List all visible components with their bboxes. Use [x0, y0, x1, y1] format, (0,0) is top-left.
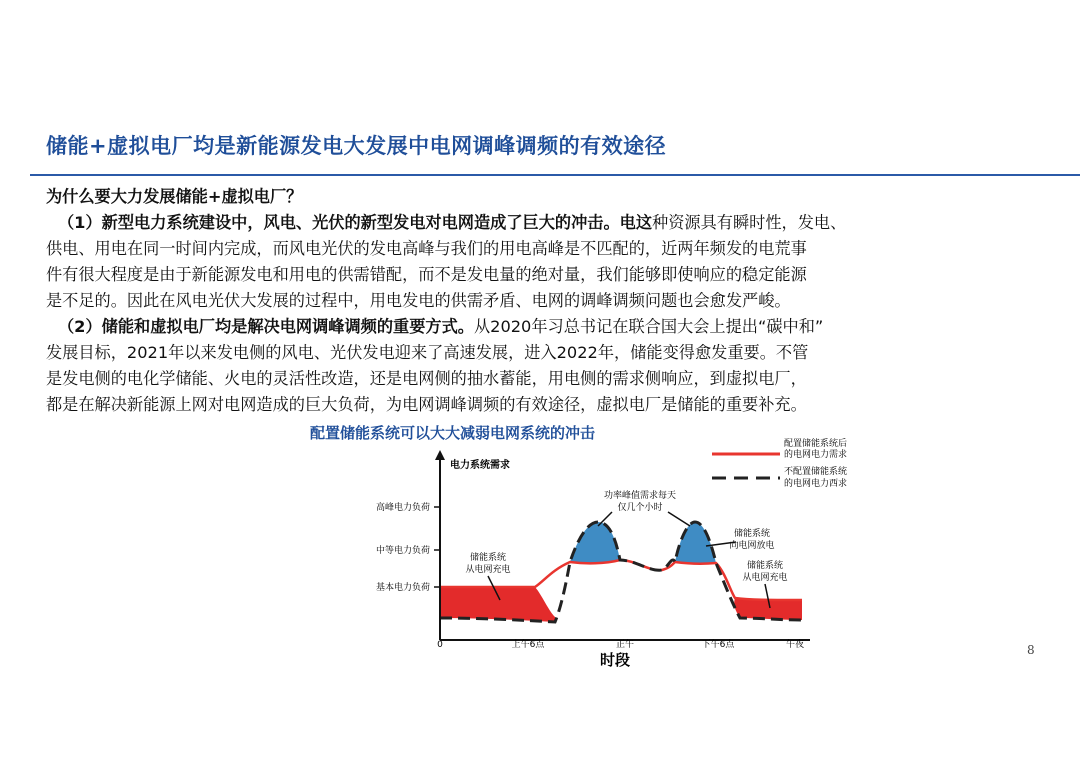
x-label-noon: 正午: [615, 640, 635, 650]
para1-line3: 件有很大程度是由于新能源发电和用电的供需错配，而不是发电量的绝对量，我们能够即使响应的稳定能源: [46, 265, 807, 284]
legend-with-storage-line1: 配置储能系统后: [784, 439, 848, 449]
para2-line1: [46, 314, 1036, 340]
body-text: [46, 184, 1036, 418]
legend-with-storage-line2: 的电网电力需求: [784, 450, 848, 460]
x-label-6am: 上午6点: [511, 640, 545, 650]
y-level-peak: 高峰电力负荷: [375, 503, 430, 513]
x-label-0: 0: [437, 640, 443, 650]
para2-line2: 发展目标，2021年以来发电侧的风电、光伏发电迎来了高速发展，进入2022年，储能变得愈发重要。不管: [46, 343, 809, 362]
callout-charge-right-line1: 储能系统: [746, 561, 784, 571]
figure-title: 配置储能系统可以大大减弱电网系统的冲击: [310, 424, 596, 442]
y-level-base: 基本电力负荷: [375, 583, 430, 593]
callout-charge-left-line1: 储能系统: [469, 553, 507, 563]
discharge-area-peak2: [675, 522, 716, 564]
para1-lead2: 电这: [619, 213, 653, 232]
para1-lead: （1）新型电力系统建设中，风电、光伏的新型发电对电网造成了巨大的冲击。: [58, 213, 620, 232]
para2-lead: （2）储能和虚拟电厂均是解决电网调峰调频的重要方式。: [58, 317, 474, 336]
load-curve-diagram: [340, 439, 900, 672]
y-axis-arrow: [435, 450, 445, 460]
para1-line4: 是不足的。因此在风电光伏大发展的过程中，用电发电的供需矛盾、电网的调峰调频问题也会愈发严峻。: [46, 291, 791, 310]
callout-peak-line2: 仅几个小时: [617, 503, 663, 513]
callout-discharge-line1: 储能系统: [733, 529, 771, 539]
callout-discharge-line2: 向电网放电: [729, 541, 775, 551]
para1-line1-rest: 种资源具有瞬时性，发电、: [652, 213, 847, 232]
para1-line2: 供电、用电在同一时间内完成，而风电光伏的发电高峰与我们的用电高峰是不匹配的，近两年频发的电荒事: [46, 239, 807, 258]
x-label-6pm: 下午6点: [701, 640, 735, 650]
legend-without-storage-line2: 的电网电力西求: [784, 479, 848, 489]
x-axis-title: 时段: [599, 651, 631, 669]
callout-peak-line1: 功率峰值需求每天: [603, 491, 677, 501]
y-level-mid: 中等电力负荷: [375, 546, 430, 556]
para2-line3: 是发电侧的电化学储能、火电的灵活性改造，还是电网侧的抽水蓄能，用电侧的需求侧响应，到虚拟电厂，: [46, 369, 807, 388]
slide-title: 储能+虚拟电厂均是新能源发电大发展中电网调峰调频的有效途径: [46, 134, 667, 158]
page-number: 8: [1027, 643, 1035, 657]
para2-line1-rest: 从2020年习总书记在联合国大会上提出“碳中和”: [473, 317, 824, 336]
x-label-midnight: 午夜: [785, 640, 805, 650]
para1-line1: [46, 210, 1036, 236]
callout-charge-right-line2: 从电网充电: [742, 573, 788, 583]
y-axis-title: 电力系统需求: [450, 460, 510, 471]
discharge-area-peak1: [570, 522, 620, 563]
callout-charge-left-line2: 从电网充电: [465, 565, 511, 575]
question-heading: 为什么要大力发展储能+虚拟电厂？: [46, 187, 303, 206]
title-divider: [30, 174, 1080, 176]
para2-line4: 都是在解决新能源上网对电网造成的巨大负荷，为电网调峰调频的有效途径，虚拟电厂是储能的重要补充。: [46, 395, 807, 414]
callout-peak-pointer: [668, 512, 690, 526]
charge-area-left: [440, 587, 555, 622]
legend-without-storage-line1: 不配置储能系统: [784, 467, 848, 477]
